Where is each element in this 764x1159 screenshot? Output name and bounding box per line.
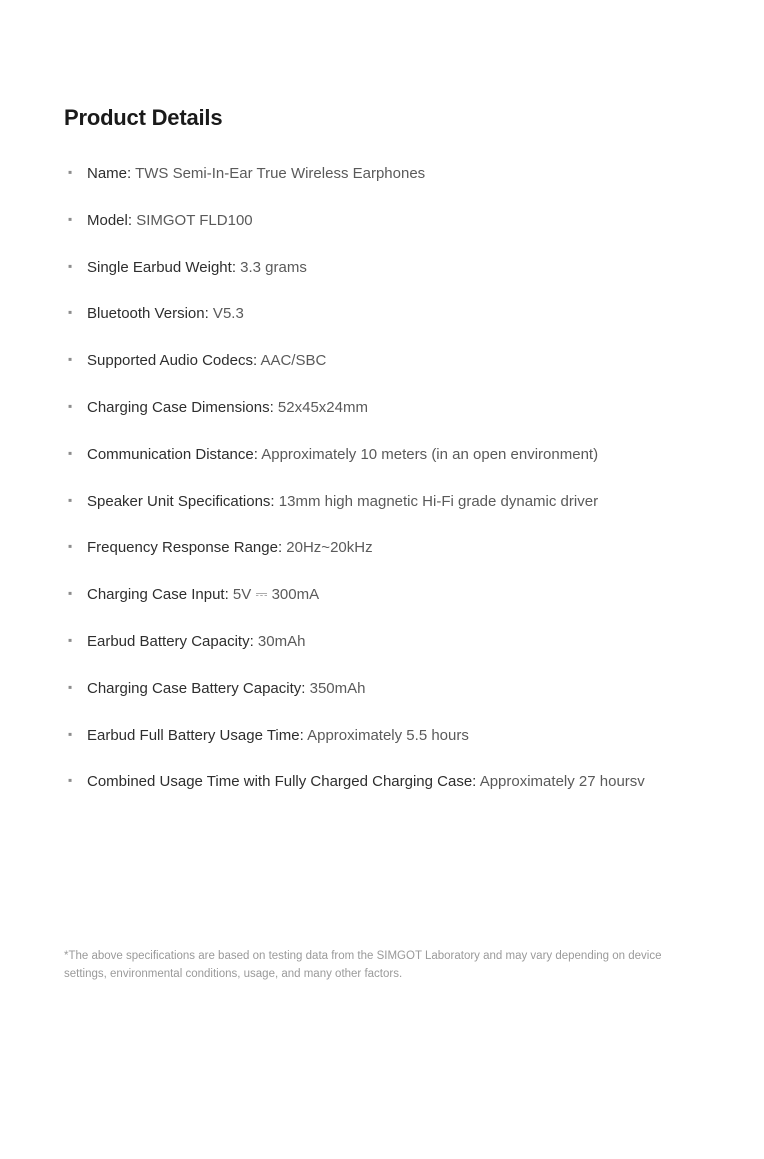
bullet-icon: ▪ bbox=[68, 539, 73, 554]
list-item bbox=[64, 255, 700, 281]
list-item bbox=[64, 535, 700, 561]
list-item bbox=[64, 489, 700, 515]
spec-value: SIMGOT FLD100 bbox=[132, 211, 253, 229]
spec-value: Approximately 27 hoursv bbox=[476, 773, 645, 791]
spec-value: Approximately 5.5 hours bbox=[303, 726, 469, 744]
bullet-icon: ▪ bbox=[68, 632, 73, 647]
bullet-icon: ▪ bbox=[68, 726, 73, 741]
bullet-icon: ▪ bbox=[68, 165, 73, 179]
bullet-icon: ▪ bbox=[68, 352, 73, 367]
spec-label: Communication Distance: bbox=[87, 445, 258, 463]
list-item bbox=[64, 208, 700, 234]
bullet-icon: ▪ bbox=[68, 305, 73, 320]
spec-label: Supported Audio Codecs: bbox=[87, 352, 258, 370]
spec-value: 30mAh bbox=[253, 632, 306, 650]
list-item bbox=[64, 395, 700, 421]
list-item bbox=[64, 769, 700, 795]
bullet-icon: ▪ bbox=[68, 258, 73, 273]
spec-value: 13mm high magnetic Hi-Fi grade dynamic driver bbox=[274, 492, 599, 510]
spec-label: Earbud Battery Capacity: bbox=[87, 632, 254, 650]
spec-label: Model: bbox=[87, 211, 133, 229]
spec-label: Bluetooth Version: bbox=[87, 305, 209, 323]
list-item bbox=[64, 676, 700, 702]
bullet-icon: ▪ bbox=[68, 492, 73, 507]
spec-value: V5.3 bbox=[208, 305, 244, 323]
spec-value: 5V ⎓ 300mA bbox=[228, 586, 320, 604]
bullet-icon: ▪ bbox=[68, 445, 73, 460]
spec-value: 20Hz~20kHz bbox=[282, 539, 373, 557]
spec-label: Frequency Response Range: bbox=[87, 539, 283, 557]
spec-value: 350mAh bbox=[305, 679, 366, 697]
spec-value: TWS Semi-In-Ear True Wireless Earphones bbox=[131, 165, 426, 182]
specifications-list bbox=[64, 131, 700, 795]
list-item bbox=[64, 348, 700, 374]
list-item bbox=[64, 582, 700, 608]
spec-value: 3.3 grams bbox=[235, 258, 307, 276]
spec-label: Single Earbud Weight: bbox=[87, 258, 236, 276]
bullet-icon: ▪ bbox=[68, 679, 73, 694]
spec-value: AAC/SBC bbox=[257, 352, 327, 370]
list-item bbox=[64, 301, 700, 327]
bullet-icon: ▪ bbox=[68, 586, 73, 601]
list-item bbox=[64, 161, 700, 187]
bullet-icon: ▪ bbox=[68, 773, 73, 788]
footnote-disclaimer: *The above specifications are based on testing data from the SIMGOT Laboratory and may vary depending on device settings, environmental conditions, usage, and many other factors. bbox=[64, 949, 662, 981]
spec-label: Charging Case Dimensions: bbox=[87, 398, 274, 416]
bullet-icon: ▪ bbox=[68, 211, 73, 226]
list-item bbox=[64, 442, 700, 468]
spec-value: 52x45x24mm bbox=[273, 398, 368, 416]
page-title: Product Details bbox=[64, 105, 223, 130]
spec-label: Earbud Full Battery Usage Time: bbox=[87, 726, 304, 744]
spec-label: Combined Usage Time with Fully Charged Charging Case: bbox=[87, 773, 477, 791]
spec-label: Charging Case Battery Capacity: bbox=[87, 679, 306, 697]
list-item bbox=[64, 629, 700, 655]
spec-value: Approximately 10 meters (in an open environment) bbox=[257, 445, 599, 463]
spec-label: Speaker Unit Specifications: bbox=[87, 492, 275, 510]
spec-label: Charging Case Input: bbox=[87, 586, 229, 604]
bullet-icon: ▪ bbox=[68, 398, 73, 413]
spec-label: Name: bbox=[87, 165, 132, 182]
list-item bbox=[64, 723, 700, 749]
